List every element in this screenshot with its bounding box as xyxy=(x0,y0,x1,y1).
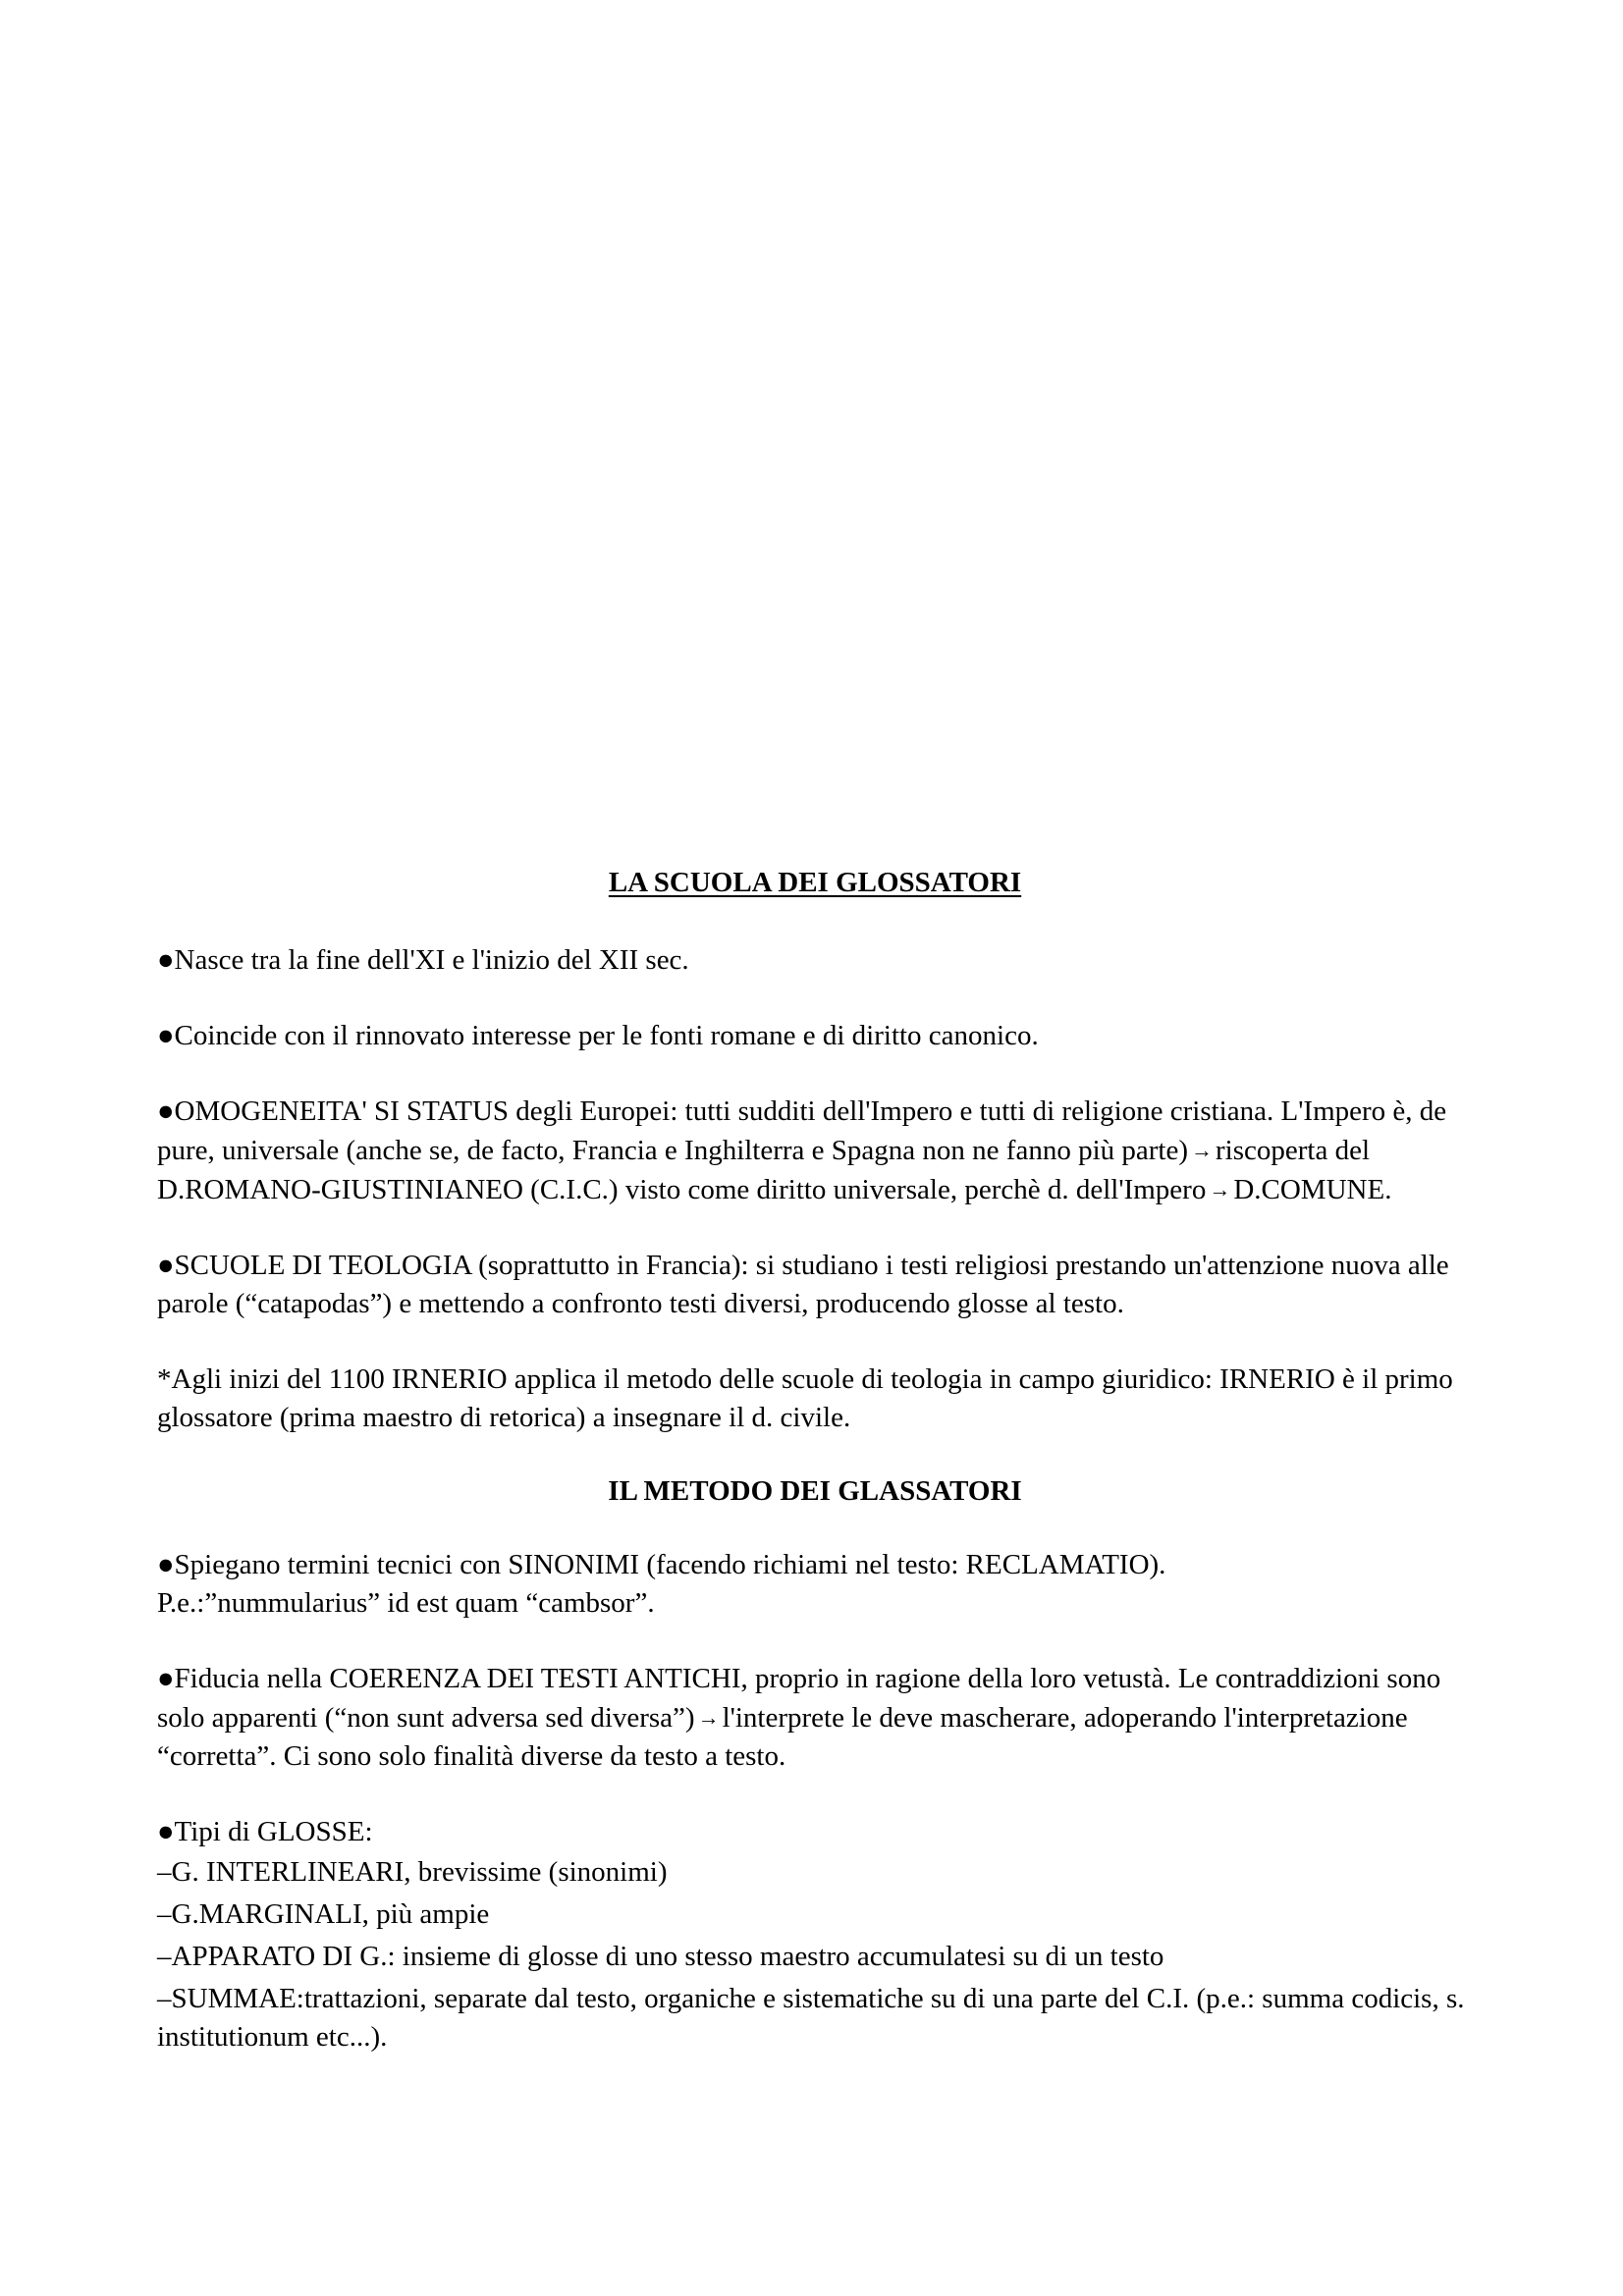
list-item: –SUMMAE:trattazioni, separate dal testo, organiche e sistematiche su di una parte del C.I. (p.e.: summa codicis, s. institutionum etc...). xyxy=(157,1983,1465,2053)
glosse-heading: ●Tipi di GLOSSE: xyxy=(157,1816,373,1847)
list-item: –APPARATO DI G.: insieme di glosse di uno stesso maestro accumulatesi su di un testo xyxy=(157,1941,1164,1972)
coerenza-text-1: ●Fiducia nella COERENZA DEI TESTI ANTICHI, proprio in ragione della loro vetustà. Le contraddizioni sono solo apparenti (“non sunt adversa sed diversa”) xyxy=(157,1663,1441,1734)
coerenza-paragraph xyxy=(157,1660,1473,1776)
scuole-teologia-paragraph: ●SCUOLE DI TEOLOGIA (soprattutto in Francia): si studiano i testi religiosi prestando un'attenzione nuova alle parole (“catapodas”) e mettendo a confronto testi diversi, producendo glosse al testo. xyxy=(157,1250,1449,1319)
coerenza-text-2: l'interprete le deve mascherare, adoperando l'interpretazione “corretta”. Ci sono solo finalità diverse da testo a testo. xyxy=(157,1702,1408,1772)
intro-point-coincide: ●Coincide con il rinnovato interesse per le fonti romane e di diritto canonico. xyxy=(157,1020,1039,1051)
omogeneita-text-3: D.COMUNE. xyxy=(1233,1174,1392,1205)
arrow-right-icon: → xyxy=(1191,1138,1213,1162)
omogeneita-text-1: ●OMOGENEITA' SI STATUS degli Europei: tutti sudditi dell'Impero e tutti di religione cristiana. L'Impero è, de pure, universale (anche se, de facto, Francia e Inghilterra e Spagna non ne fanno più parte) xyxy=(157,1095,1447,1166)
sinonimi-paragraph xyxy=(157,1546,1473,1623)
document-body xyxy=(157,864,1473,2056)
omogeneita-paragraph xyxy=(157,1093,1473,1209)
irnerio-paragraph: *Agli inizi del 1100 IRNERIO applica il metodo delle scuole di teologia in campo giuridico: IRNERIO è il primo glossatore (prima maestro di retorica) a insegnare il d. civile. xyxy=(157,1363,1453,1433)
list-item: –G. INTERLINEARI, brevissime (sinonimi) xyxy=(157,1856,668,1888)
arrow-right-icon: → xyxy=(697,1705,720,1730)
glosse-list xyxy=(157,1851,1473,2056)
sinonimi-line-2: P.e.:”nummularius” id est quam “cambsor”. xyxy=(157,1587,655,1619)
list-item: –G.MARGINALI, più ampie xyxy=(157,1898,490,1930)
arrow-right-icon: → xyxy=(1209,1177,1231,1201)
section-subtitle: IL METODO DEI GLASSATORI xyxy=(608,1475,1022,1507)
omogeneita-text-2: riscoperta del D.ROMANO-GIUSTINIANEO (C.I.C.) visto come diritto universale, perchè d. dell'Impero xyxy=(157,1135,1371,1205)
sinonimi-line-1: ●Spiegano termini tecnici con SINONIMI (facendo richiami nel testo: RECLAMATIO). xyxy=(157,1549,1166,1580)
document-title: LA SCUOLA DEI GLOSSATORI xyxy=(608,867,1022,898)
intro-point-origin: ●Nasce tra la fine dell'XI e l'inizio del XII sec. xyxy=(157,944,689,976)
